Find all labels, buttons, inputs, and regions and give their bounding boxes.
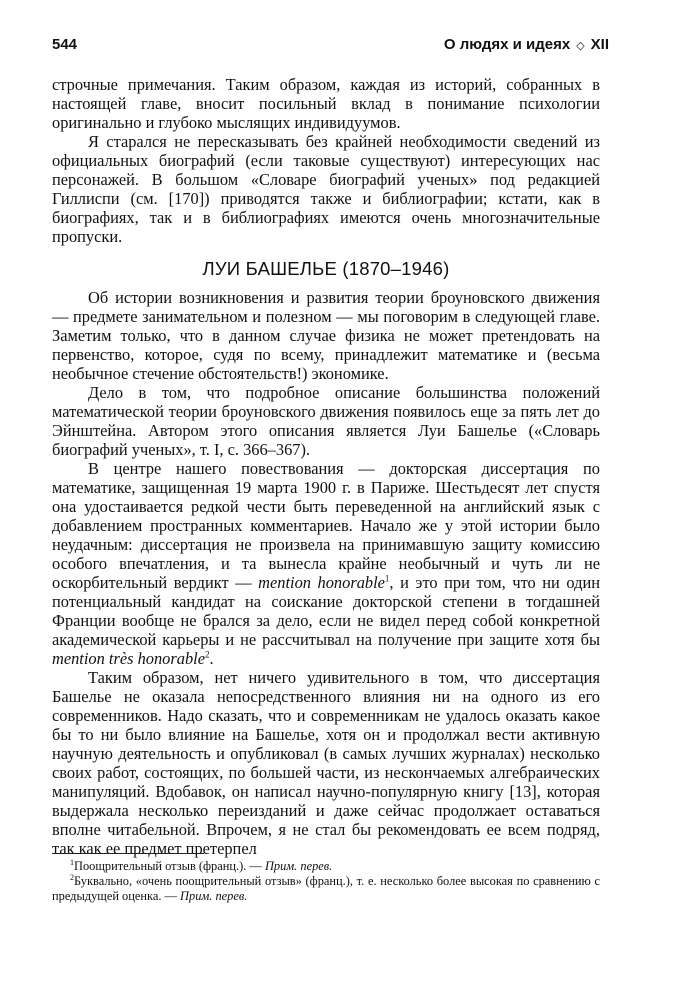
chapter-title: О людях и идеях bbox=[443, 36, 571, 53]
section-heading: ЛУИ БАШЕЛЬЕ (1870–1946) bbox=[202, 258, 450, 279]
french-term: mention honorable bbox=[258, 573, 385, 592]
footnote-divider bbox=[52, 853, 204, 854]
paragraph-text: . bbox=[209, 649, 214, 668]
chapter-number: XII bbox=[590, 36, 609, 53]
french-term: mention très honorable bbox=[52, 649, 205, 668]
paragraph-text: В центре нашего повествования — докторская диссертация по математике, защищенная 19 марта 1900 г. в Париже. Шестьдесят лет спустя она удостаивается редкой чести быть переведенной на английский язык с добавлением пространных комментариев. Начало же у этой истории было неудачным: диссертация не произвела на принимавшую защиту комиссию особого впечатления, и та вынесла крайне необычный и чуть ли не оскорбительный вердикт — bbox=[52, 459, 600, 592]
page-number: 544 bbox=[52, 36, 78, 53]
paragraph bbox=[52, 459, 600, 668]
footnote bbox=[52, 859, 600, 874]
footnote bbox=[52, 874, 600, 904]
paragraph: строчные примечания. Таким образом, каждая из историй, собранных в настоящей главе, вносит посильный вклад в понимание психологии оригинально и глубоко мыслящих индивидуумов. bbox=[52, 75, 600, 132]
footnote-number: 2 bbox=[70, 872, 74, 882]
footnote-attribution: Прим. перев. bbox=[180, 889, 248, 903]
paragraph: Об истории возникновения и развития теории броуновского движения — предмете занимательном и полезном — мы поговорим в следующей главе. Заметим только, что в данном случае физика не может претендовать на первенство, которое, судя по всему, принадлежит математике и (весьма необычное стечение обстоятельств!) экономике. bbox=[52, 288, 600, 383]
footnotes bbox=[52, 859, 600, 904]
paragraph-text: , и это при том, что ни один потенциальный кандидат на соискание докторской степени в тогдашней Франции вообще не брался за дело, если не видел перед собой конкретной академической карьеры и не рассчитывал на получение при защите хотя бы bbox=[52, 573, 600, 649]
running-head bbox=[52, 36, 609, 53]
paragraph: Таким образом, нет ничего удивительного в том, что диссертация Башелье не оказала непосредственного влияния ни на одного из его современников. Надо сказать, что и современникам не удалось оказать какое бы то ни было влияние на Башелье, хотя он и продолжал вести активную научную деятельность и опубликовал (в самых лучших журналах) несколько своих работ, состоящих, по большей части, из нескончаемых алгебраических манипуляций. Вдобавок, он написал научно-популярную книгу [13], которая выдержала несколько переизданий и даже сейчас продолжает оставаться вполне читабельной. Впрочем, я не стал бы рекомендовать ее всем подряд, так как ее предмет претерпел bbox=[52, 668, 600, 858]
paragraph: Дело в том, что подробное описание большинства положений математической теории броуновского движения появилось еще за пять лет до Эйнштейна. Автором этого описания является Луи Башелье («Словарь биографий ученых», т. I, с. 366–367). bbox=[52, 383, 600, 459]
footnote-number: 1 bbox=[70, 857, 74, 867]
footnote-attribution: Прим. перев. bbox=[264, 859, 333, 873]
footnote-marker: 1 bbox=[384, 573, 390, 584]
footnote-marker: 2 bbox=[204, 649, 210, 660]
paragraph: Я старался не пересказывать без крайней необходимости сведений из официальных биографий (если таковые существуют) интересующих нас персонажей. В большом «Словаре биографий ученых» под редакцией Гиллиспи (см. [170]) приводятся также и библиографии; кстати, как в биографиях, так и в библиографиях имеются очень многозначительные пропуски. bbox=[52, 132, 600, 246]
chapter-header bbox=[444, 36, 609, 53]
footnote-text: Поощрительный отзыв (франц.). — bbox=[74, 859, 265, 873]
footnote-text: Буквально, «очень поощрительный отзыв» (франц.), т. е. несколько более высокая по сравнению с предыдущей оценка. — bbox=[52, 874, 600, 903]
diamond-icon: ◇ bbox=[576, 40, 585, 52]
body-text bbox=[52, 75, 600, 858]
